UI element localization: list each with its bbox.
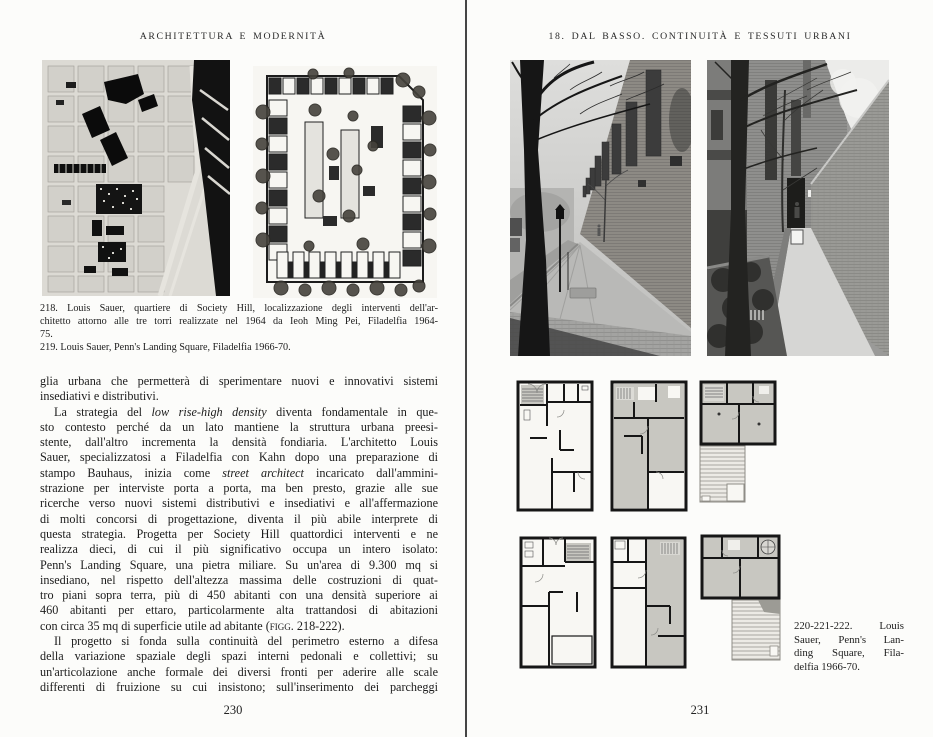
caption-220-222 (794, 620, 904, 674)
text-line: 460 abitanti per ettaro, particolarmente alta trattandosi di abitazioni (40, 603, 438, 618)
text-line: differenti di fruizione su cui insistono; sull'inserimento dei parcheggi (40, 679, 438, 694)
text-line: 220-221-222. Louis (794, 620, 904, 632)
figure-222-plan-5 (610, 536, 687, 669)
text-line: glia urbana che permetterà di sperimentare nuovi e innovativi sistemi (40, 374, 438, 388)
text-line: chitetto attorno alle tre torri realizzate nel 1964 da Ieoh Ming Pei, Filadelfia 1964- (40, 316, 438, 327)
text-line: La strategia del low rise-high density diventa fondamentale in que- (54, 404, 438, 419)
running-head-left: ARCHITETTURA E MODERNITÀ (139, 31, 327, 42)
figure-219-site-plan (253, 66, 437, 298)
text-line: Il progetto si fonda sulla continuità del perimetro esterno a difesa (54, 634, 438, 649)
text-line: tro piani sopra terra, più di 450 abitanti con una densità superiore ai (40, 588, 438, 603)
text-line: della variazione spaziale degli spazi interni pedonali e collettivi; su (40, 649, 438, 664)
text-line: insediativi e distributivi. (40, 389, 159, 404)
page-number-right: 231 (690, 703, 710, 717)
page-divider (465, 0, 467, 737)
figure-222-plan-3 (699, 380, 777, 510)
text-line: Sauer, Penn's Lan- (794, 633, 904, 646)
figure-220-street-photo (510, 60, 691, 356)
figure-221-courtyard-photo (707, 60, 889, 356)
running-head-right: 18. DAL BASSO. CONTINUITÀ E TESSUTI URBANI (548, 31, 852, 42)
text-line: un'articolazione anche formale dei diversi fronti per aderire alle scale (40, 664, 438, 679)
figure-218-society-hill-map (42, 60, 230, 296)
figure-222-plan-2 (610, 380, 688, 512)
page-number-left: 230 (223, 703, 243, 717)
text-line: 75. (40, 329, 53, 340)
text-line: Penn's Landing Square, una pietra miliare. Su un'area di 9.300 mq si (40, 557, 438, 572)
text-line: ricerche verso nuovi sistemi distributivi e insediativi e all'affermazione (40, 496, 438, 511)
text-line: ding Square, Fila- (794, 647, 904, 660)
figure-222-plan-6 (700, 534, 783, 666)
text-line: con circa 35 mq di superficie utile ad abitante (figg. 218-222). (40, 618, 345, 633)
text-line: di molti concorsi di progettazione, diventa il più abile interprete di (40, 511, 438, 526)
text-line: stampo Bauhaus, inizia come street architect incaricato dall'ammini- (40, 465, 438, 480)
text-line: Sauer, specializzatosi a Filadelfia con Kahn dopo una preparazione di (40, 450, 438, 465)
text-line: questa strategia. Progetta per Society Hill quattordici interventi e ne (40, 526, 438, 541)
text-line: sto contesto perché da un lato mantiene la struttura urbana preesi- (40, 419, 438, 434)
body-text (40, 374, 438, 695)
text-line: delfia 1966-70. (794, 660, 860, 673)
text-line: 218. Louis Sauer, quartiere di Society Hill, localizzazione degli interventi dell'ar- (40, 303, 438, 314)
caption-218-219 (40, 302, 438, 354)
text-line: stente, dall'altro incrementa la densità fondiaria. L'architetto Louis (40, 435, 438, 450)
figure-222-plan-1 (516, 380, 594, 512)
figure-222-plan-4 (519, 536, 597, 669)
text-line: insediano, nel rispetto dell'altezza massima delle costruzioni di quat- (40, 572, 438, 587)
text-line: realizza dieci, di cui il più significativo occupa un intero isolato: (40, 542, 438, 557)
text-line: strazione per interviste porta a porta, ma ben presto, grazie alle sue (40, 481, 438, 496)
text-line: 219. Louis Sauer, Penn's Landing Square, Filadelfia 1966-70. (40, 342, 291, 353)
